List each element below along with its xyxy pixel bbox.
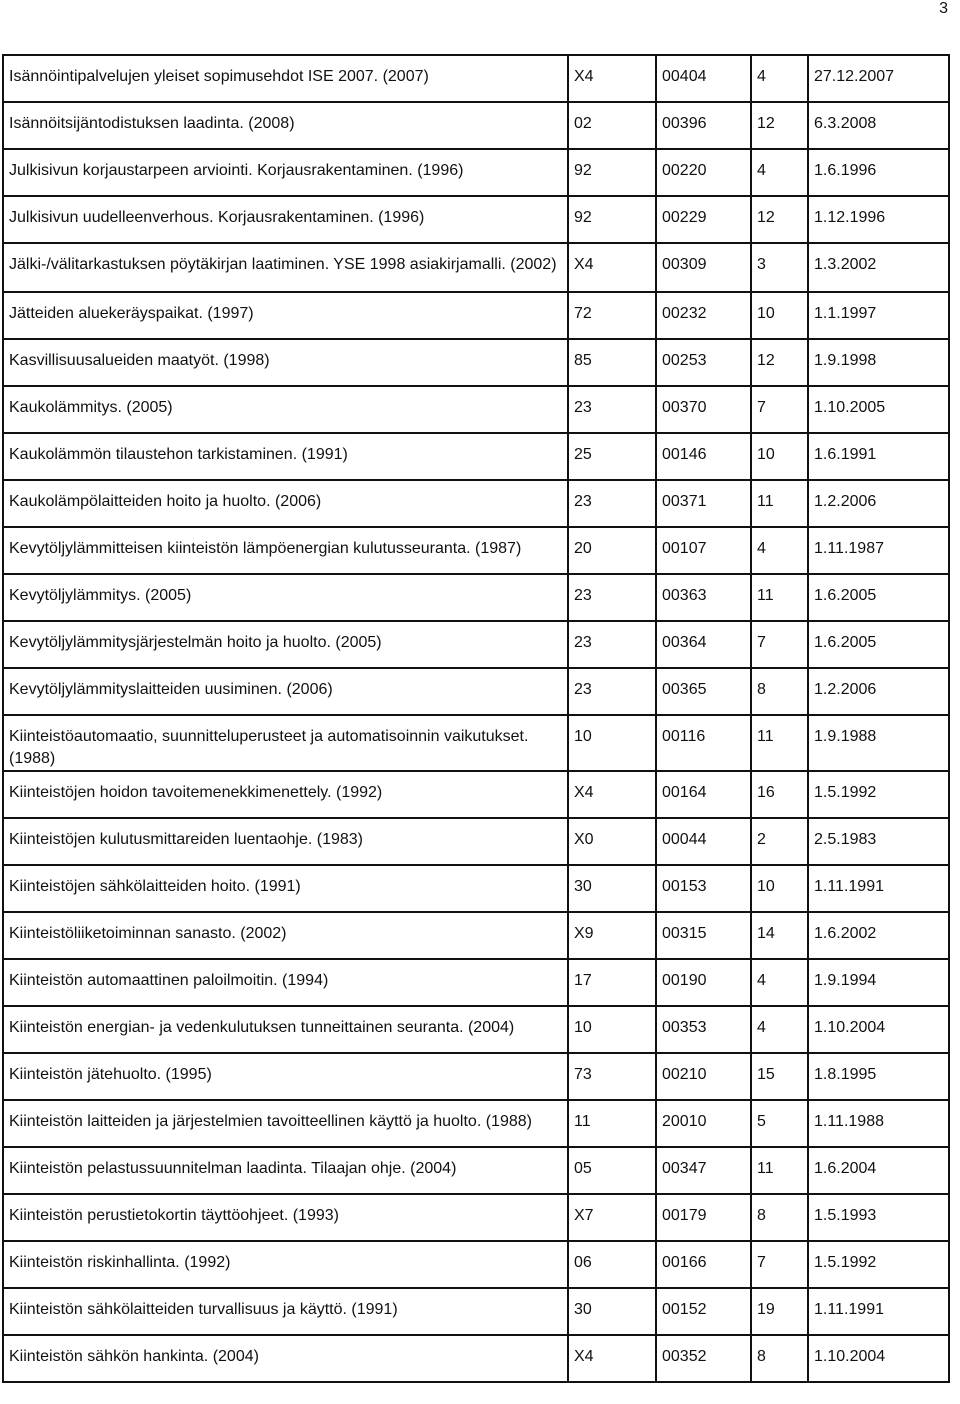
doc-number-cell: 00190 [656,959,751,1006]
doc-number-cell: 00166 [656,1241,751,1288]
doc-number-cell: 00347 [656,1147,751,1194]
table-row [3,243,949,292]
doc-group-cell: 23 [568,574,656,621]
doc-pages-cell: 4 [751,149,808,196]
doc-group-cell: 23 [568,386,656,433]
doc-group-cell: 06 [568,1241,656,1288]
page-number: 3 [939,0,948,17]
doc-title-cell: Kiinteistön laitteiden ja järjestelmien tavoitteellinen käyttö ja huolto. (1988) [3,1100,568,1147]
doc-pages-cell: 11 [751,715,808,771]
doc-date-cell: 1.2.2006 [808,480,949,527]
doc-number-cell: 00044 [656,818,751,865]
table-row [3,1006,949,1053]
doc-group-cell: 30 [568,865,656,912]
doc-number-cell: 00353 [656,1006,751,1053]
doc-title-cell: Kiinteistöautomaatio, suunnitteluperusteet ja automatisoinnin vaikutukset. (1988) [3,715,568,771]
table-row [3,1100,949,1147]
doc-title-cell: Kiinteistöjen hoidon tavoitemenekkimenettely. (1992) [3,771,568,818]
doc-group-cell: 20 [568,527,656,574]
doc-date-cell: 1.9.1998 [808,339,949,386]
doc-number-cell: 00396 [656,102,751,149]
doc-number-cell: 00164 [656,771,751,818]
doc-pages-cell: 8 [751,668,808,715]
doc-title-cell: Jätteiden aluekeräyspaikat. (1997) [3,292,568,339]
doc-title-cell: Kevytöljylämmitteisen kiinteistön lämpöenergian kulutusseuranta. (1987) [3,527,568,574]
doc-number-cell: 00309 [656,243,751,292]
table-row [3,1288,949,1335]
doc-title-cell: Kaukolämmitys. (2005) [3,386,568,433]
table-row [3,574,949,621]
doc-number-cell: 00220 [656,149,751,196]
doc-group-cell: 73 [568,1053,656,1100]
document-list-table [2,54,950,1383]
doc-date-cell: 1.1.1997 [808,292,949,339]
doc-number-cell: 00229 [656,196,751,243]
doc-group-cell: 11 [568,1100,656,1147]
table-row [3,1147,949,1194]
doc-number-cell: 00253 [656,339,751,386]
doc-title-cell: Kasvillisuusalueiden maatyöt. (1998) [3,339,568,386]
doc-pages-cell: 4 [751,959,808,1006]
doc-title-cell: Kevytöljylämmitys. (2005) [3,574,568,621]
doc-title-cell: Kevytöljylämmityslaitteiden uusiminen. (2006) [3,668,568,715]
doc-date-cell: 1.10.2004 [808,1335,949,1382]
doc-pages-cell: 12 [751,196,808,243]
doc-date-cell: 1.10.2005 [808,386,949,433]
doc-number-cell: 00315 [656,912,751,959]
doc-number-cell: 00365 [656,668,751,715]
doc-number-cell: 20010 [656,1100,751,1147]
doc-title-cell: Kiinteistön sähkön hankinta. (2004) [3,1335,568,1382]
doc-group-cell: 30 [568,1288,656,1335]
doc-pages-cell: 7 [751,1241,808,1288]
doc-group-cell: X4 [568,771,656,818]
doc-group-cell: 10 [568,1006,656,1053]
doc-pages-cell: 11 [751,574,808,621]
doc-pages-cell: 14 [751,912,808,959]
doc-title-cell: Kiinteistön pelastussuunnitelman laadinta. Tilaajan ohje. (2004) [3,1147,568,1194]
doc-number-cell: 00363 [656,574,751,621]
table-row [3,386,949,433]
doc-date-cell: 27.12.2007 [808,55,949,102]
doc-date-cell: 1.2.2006 [808,668,949,715]
doc-title-cell: Kiinteistöjen sähkölaitteiden hoito. (1991) [3,865,568,912]
doc-group-cell: 23 [568,480,656,527]
doc-title-cell: Kiinteistön energian- ja vedenkulutuksen tunneittainen seuranta. (2004) [3,1006,568,1053]
doc-title-cell: Julkisivun korjaustarpeen arviointi. Korjausrakentaminen. (1996) [3,149,568,196]
doc-pages-cell: 8 [751,1194,808,1241]
table-row [3,196,949,243]
doc-number-cell: 00152 [656,1288,751,1335]
doc-group-cell: X0 [568,818,656,865]
doc-group-cell: 05 [568,1147,656,1194]
doc-number-cell: 00179 [656,1194,751,1241]
table-row [3,1241,949,1288]
table-row [3,715,949,771]
doc-group-cell: 02 [568,102,656,149]
doc-number-cell: 00146 [656,433,751,480]
doc-title-cell: Kiinteistön perustietokortin täyttöohjeet. (1993) [3,1194,568,1241]
doc-group-cell: 92 [568,149,656,196]
doc-title-cell: Kiinteistön riskinhallinta. (1992) [3,1241,568,1288]
doc-date-cell: 1.6.1996 [808,149,949,196]
doc-group-cell: 25 [568,433,656,480]
doc-pages-cell: 3 [751,243,808,292]
table-row [3,292,949,339]
doc-number-cell: 00232 [656,292,751,339]
table-row [3,818,949,865]
doc-title-cell: Kaukolämpölaitteiden hoito ja huolto. (2006) [3,480,568,527]
table-row [3,865,949,912]
doc-group-cell: X4 [568,243,656,292]
doc-date-cell: 1.6.2005 [808,621,949,668]
table-row [3,1194,949,1241]
doc-number-cell: 00370 [656,386,751,433]
doc-title-cell: Kiinteistöjen kulutusmittareiden luentaohje. (1983) [3,818,568,865]
doc-group-cell: 23 [568,668,656,715]
doc-date-cell: 1.6.2002 [808,912,949,959]
table-row [3,102,949,149]
doc-number-cell: 00364 [656,621,751,668]
doc-date-cell: 1.12.1996 [808,196,949,243]
doc-group-cell: 72 [568,292,656,339]
doc-number-cell: 00116 [656,715,751,771]
doc-date-cell: 1.11.1991 [808,865,949,912]
doc-date-cell: 1.6.2005 [808,574,949,621]
doc-title-cell: Kiinteistön automaattinen paloilmoitin. (1994) [3,959,568,1006]
doc-title-cell: Kiinteistön sähkölaitteiden turvallisuus ja käyttö. (1991) [3,1288,568,1335]
table-row [3,339,949,386]
doc-pages-cell: 19 [751,1288,808,1335]
table-row [3,149,949,196]
table-row [3,433,949,480]
doc-date-cell: 2.5.1983 [808,818,949,865]
doc-pages-cell: 10 [751,292,808,339]
doc-group-cell: 17 [568,959,656,1006]
doc-pages-cell: 15 [751,1053,808,1100]
doc-pages-cell: 2 [751,818,808,865]
doc-pages-cell: 7 [751,386,808,433]
table-row [3,959,949,1006]
table-row [3,527,949,574]
table-row [3,480,949,527]
doc-pages-cell: 7 [751,621,808,668]
table-row [3,1335,949,1382]
table-row [3,621,949,668]
doc-pages-cell: 11 [751,480,808,527]
doc-date-cell: 6.3.2008 [808,102,949,149]
doc-number-cell: 00153 [656,865,751,912]
doc-date-cell: 1.5.1992 [808,1241,949,1288]
table-row [3,55,949,102]
doc-date-cell: 1.5.1992 [808,771,949,818]
doc-date-cell: 1.5.1993 [808,1194,949,1241]
doc-date-cell: 1.11.1988 [808,1100,949,1147]
doc-date-cell: 1.6.1991 [808,433,949,480]
doc-date-cell: 1.8.1995 [808,1053,949,1100]
doc-group-cell: 92 [568,196,656,243]
doc-pages-cell: 10 [751,865,808,912]
doc-group-cell: 85 [568,339,656,386]
doc-number-cell: 00210 [656,1053,751,1100]
doc-group-cell: X9 [568,912,656,959]
doc-group-cell: 23 [568,621,656,668]
doc-pages-cell: 4 [751,55,808,102]
table-body [3,55,949,1382]
doc-title-cell: Jälki-/välitarkastuksen pöytäkirjan laatiminen. YSE 1998 asiakirjamalli. (2002) [3,243,568,292]
doc-date-cell: 1.6.2004 [808,1147,949,1194]
doc-number-cell: 00404 [656,55,751,102]
doc-group-cell: X4 [568,1335,656,1382]
doc-title-cell: Kaukolämmön tilaustehon tarkistaminen. (1991) [3,433,568,480]
doc-pages-cell: 4 [751,527,808,574]
doc-pages-cell: 11 [751,1147,808,1194]
doc-date-cell: 1.9.1994 [808,959,949,1006]
doc-pages-cell: 12 [751,102,808,149]
doc-pages-cell: 8 [751,1335,808,1382]
doc-title-cell: Kiinteistöliiketoiminnan sanasto. (2002) [3,912,568,959]
doc-date-cell: 1.10.2004 [808,1006,949,1053]
doc-title-cell: Julkisivun uudelleenverhous. Korjausrakentaminen. (1996) [3,196,568,243]
doc-number-cell: 00107 [656,527,751,574]
doc-pages-cell: 10 [751,433,808,480]
doc-date-cell: 1.11.1987 [808,527,949,574]
doc-pages-cell: 12 [751,339,808,386]
table-row [3,1053,949,1100]
doc-title-cell: Isännöintipalvelujen yleiset sopimusehdot ISE 2007. (2007) [3,55,568,102]
doc-number-cell: 00352 [656,1335,751,1382]
table-row [3,668,949,715]
doc-group-cell: X4 [568,55,656,102]
doc-pages-cell: 5 [751,1100,808,1147]
doc-number-cell: 00371 [656,480,751,527]
table-row [3,771,949,818]
doc-group-cell: X7 [568,1194,656,1241]
doc-date-cell: 1.11.1991 [808,1288,949,1335]
doc-title-cell: Kevytöljylämmitysjärjestelmän hoito ja huolto. (2005) [3,621,568,668]
doc-date-cell: 1.3.2002 [808,243,949,292]
doc-group-cell: 10 [568,715,656,771]
doc-title-cell: Isännöitsijäntodistuksen laadinta. (2008) [3,102,568,149]
table-row [3,912,949,959]
doc-date-cell: 1.9.1988 [808,715,949,771]
doc-title-cell: Kiinteistön jätehuolto. (1995) [3,1053,568,1100]
doc-pages-cell: 16 [751,771,808,818]
doc-pages-cell: 4 [751,1006,808,1053]
